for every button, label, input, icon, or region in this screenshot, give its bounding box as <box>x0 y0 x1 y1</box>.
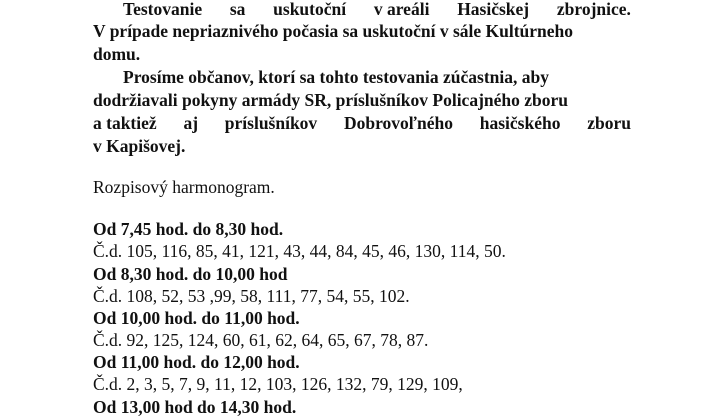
paragraph-2-line-1: Prosíme občanov, ktorí sa tohto testovania zúčastnia, aby <box>123 67 549 87</box>
word: zboru <box>587 113 631 133</box>
word: Testovanie <box>123 0 203 19</box>
schedule-slot-time: Od 10,00 hod. do 11,00 hod. <box>93 308 300 328</box>
word: Dobrovoľného <box>343 113 453 133</box>
schedule-slot-houses: Č.d. 105, 116, 85, 41, 121, 43, 44, 84, 45, 46, 130, 114, 50. <box>93 241 506 261</box>
word: uskutoční <box>273 0 347 19</box>
word: a taktiež <box>93 113 157 133</box>
schedule-slot-time: Od 13,00 hod do 14,30 hod. <box>93 397 297 417</box>
word: sa <box>229 0 246 19</box>
word: Hasičskej <box>457 0 530 19</box>
schedule-slot-houses: Č.d. 92, 125, 124, 60, 61, 62, 64, 65, 67, 78, 87. <box>93 330 429 350</box>
schedule-slot-houses: Č.d. 108, 52, 53 ,99, 58, 111, 77, 54, 55, 102. <box>93 286 410 306</box>
paragraph-1-line-3: domu. <box>93 44 141 64</box>
schedule-slot-time: Od 7,45 hod. do 8,30 hod. <box>93 219 284 239</box>
word: príslušníkov <box>224 113 318 133</box>
schedule-slot-time: Od 8,30 hod. do 10,00 hod <box>93 264 288 284</box>
paragraph-2-line-4: v Kapišovej. <box>93 136 186 156</box>
word: aj <box>183 113 199 133</box>
word: hasičského <box>479 113 561 133</box>
paragraph-2-line-2: dodržiavali pokyny armády SR, príslušníkov Policajného zboru <box>93 90 569 110</box>
schedule-title: Rozpisový harmonogram. <box>93 177 275 197</box>
paragraph-2-line-3 <box>93 112 631 134</box>
paragraph-1-line-1 <box>123 0 631 20</box>
word: zbrojnice. <box>556 0 631 19</box>
schedule-slot-houses: Č.d. 2, 3, 5, 7, 9, 11, 12, 103, 126, 132, 79, 129, 109, <box>93 374 463 394</box>
word: v areáli <box>373 0 430 19</box>
paragraph-1-line-2: V prípade nepriaznivého počasia sa uskutoční v sále Kultúrneho <box>93 21 574 41</box>
schedule-slot-time: Od 11,00 hod. do 12,00 hod. <box>93 352 300 372</box>
